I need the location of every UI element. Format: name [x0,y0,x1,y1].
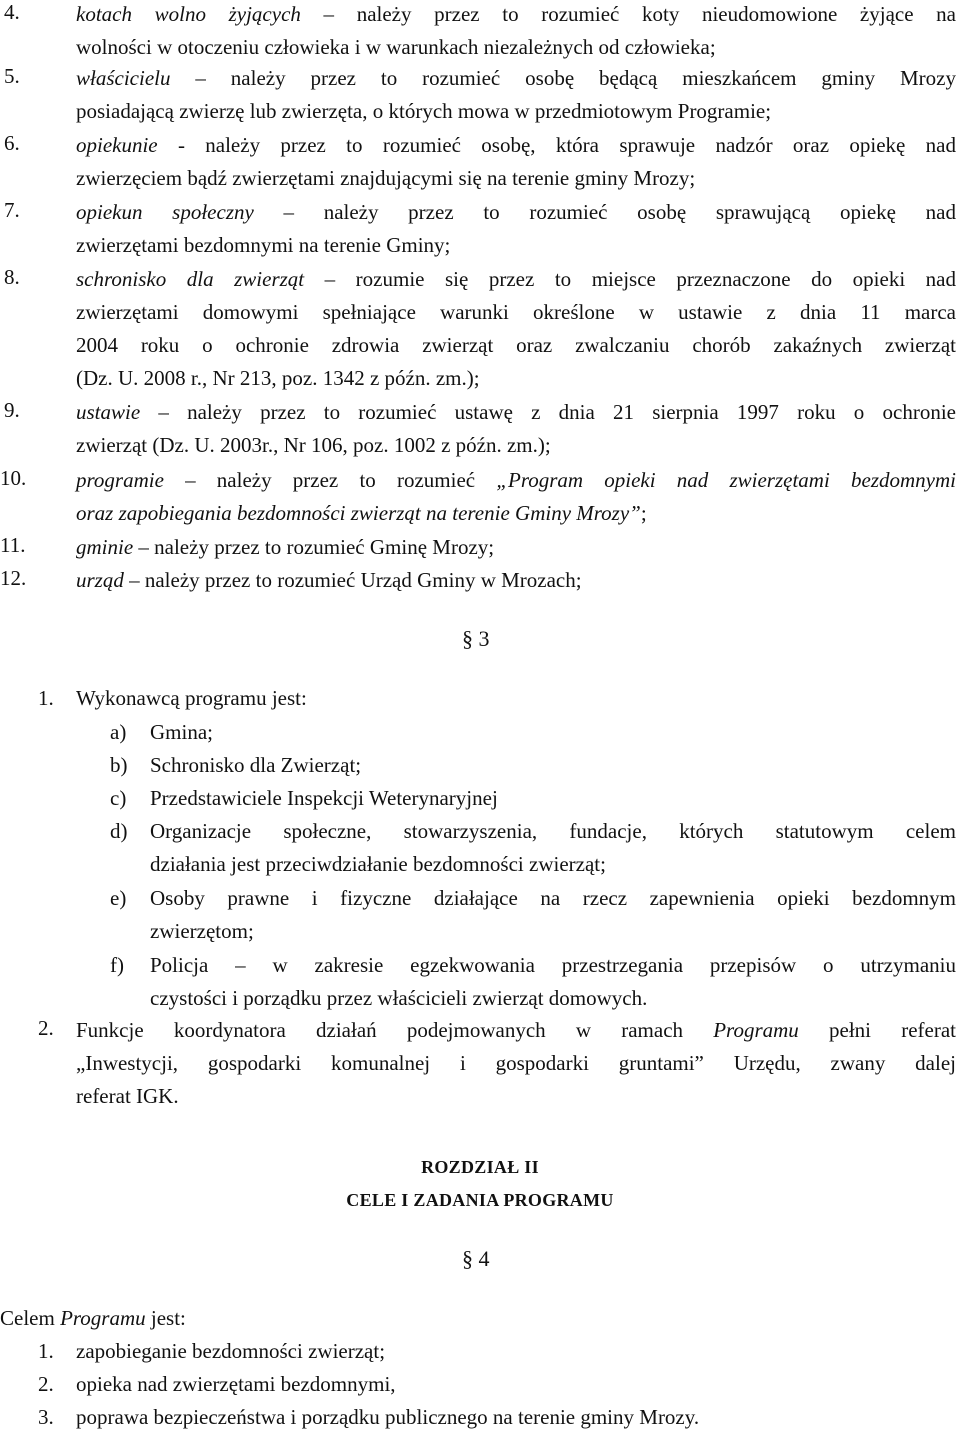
chapter-title: ROZDZIAŁ II [421,1157,539,1177]
definition-text: – należy przez to rozumieć ustawę z dnia 21 sierpnia 1997 roku o ochronie [140,400,956,424]
subitem-label: d) [110,819,128,843]
subitem-text-cont: zwierzętom; [150,919,254,943]
definition-text: – rozumie się przez to miejsce przeznaczone do opieki nad [304,267,957,291]
definition-text-cont: wolności w otoczeniu człowieka i w warunkach niezależnych od człowieka; [76,35,716,59]
program-word: Programu [60,1306,146,1330]
program-word: Programu [713,1018,799,1042]
definition-text-cont: zwierzęciem bądź zwierzętami znajdującymi się na terenie gminy Mrozy; [76,166,696,190]
definition-text: – należy przez to rozumieć [163,468,497,492]
point-text-cont: referat IGK. [76,1084,179,1108]
definition-text-cont: zwierzętami domowymi spełniające warunki określone w ustawie z dnia 11 marca [76,300,956,324]
section-mark-3: § 3 [462,626,490,651]
goal-text: opieka nad zwierzętami bezdomnymi, [76,1372,396,1396]
subitem-text: Gmina; [150,720,213,744]
subitem-text: Policja – w zakresie egzekwowania przestrzegania przepisów o utrzymaniu [150,953,956,977]
definition-text: – należy przez to rozumieć Urząd Gminy w Mrozach; [123,568,582,592]
subitem-text: Osoby prawne i fizyczne działające na rzecz zapewnienia opieki bezdomnym [150,886,956,910]
section-mark-4: § 4 [462,1246,490,1271]
item-number: 7. [4,198,20,222]
intro-text: jest: [145,1306,186,1330]
definition-text-cont: ; [640,501,647,525]
subitem-label: a) [110,720,127,744]
subitem-label: c) [110,786,127,810]
subitem-text-cont: czystości i porządku przez właścicieli zwierząt domowych. [150,986,648,1010]
definition-term: kotach wolno żyjących [76,2,301,26]
definition-text-cont: zwierzętami bezdomnymi na terenie Gminy; [76,233,451,257]
subitem-label: f) [110,953,124,977]
goal-text: poprawa bezpieczeństwa i porządku publicznego na terenie gminy Mrozy. [76,1405,700,1429]
item-number: 1. [38,686,54,710]
subitem-text: Organizacje społeczne, stowarzyszenia, fundacje, których statutowym celem [150,819,956,843]
definition-text: – należy przez to rozumieć koty nieudomowione żyjące na [300,2,957,26]
definition-term: opiekun społeczny [76,200,254,224]
point-text-cont: „Inwestycji, gospodarki komunalnej i gospodarki gruntami” Urzędu, zwany dalej [76,1051,956,1075]
definition-term: urząd [76,568,124,592]
subitem-label: b) [110,753,128,777]
item-number: 6. [4,131,20,155]
definition-term: schronisko dla zwierząt [76,267,305,291]
subitem-text-cont: działania jest przeciwdziałanie bezdomności zwierząt; [150,852,606,876]
definition-text-cont: zwierząt (Dz. U. 2003r., Nr 106, poz. 1002 z późn. zm.); [76,433,551,457]
definition-text: – należy przez to rozumieć osobę sprawującą opiekę nad [253,200,956,224]
program-title: „Program opieki nad zwierzętami bezdomnymi [496,468,956,492]
subitem-text: Schronisko dla Zwierząt; [150,753,362,777]
point-text: pełni referat [798,1018,956,1042]
definition-text: – należy przez to rozumieć osobę będącą mieszkańcem gminy Mrozy [170,66,956,90]
item-number: 10. [0,466,27,490]
item-number: 12. [0,566,27,590]
definition-term: opiekunie [76,133,158,157]
item-number: 2. [38,1016,54,1040]
item-number: 11. [0,533,26,557]
definition-term: właścicielu [76,66,171,90]
definition-term: ustawie [76,400,141,424]
item-number: 4. [4,0,20,24]
item-number: 3. [38,1405,54,1429]
definition-term: programie [76,468,164,492]
section4-intro [0,1306,186,1331]
subitem-label: e) [110,886,127,910]
subitem-text: Przedstawiciele Inspekcji Weterynaryjnej [150,786,498,810]
item-number: 9. [4,398,20,422]
point-text: Funkcje koordynatora działań podejmowanych w ramach [76,1018,714,1042]
definition-text-cont: posiadającą zwierzę lub zwierzęta, o których mowa w przedmiotowym Programie; [76,99,772,123]
item-number: 1. [38,1339,54,1363]
definition-text-cont: (Dz. U. 2008 r., Nr 213, poz. 1342 z późn. zm.); [76,366,480,390]
definition-text: – należy przez to rozumieć Gminę Mrozy; [133,535,495,559]
chapter-subtitle: CELE I ZADANIA PROGRAMU [346,1190,614,1210]
program-title-cont: oraz zapobiegania bezdomności zwierząt na terenie Gminy Mrozy” [76,501,641,525]
definition-term: gminie [76,535,134,559]
item-number: 2. [38,1372,54,1396]
definition-text-cont: 2004 roku o ochronie zdrowia zwierząt oraz zwalczaniu chorób zakaźnych zwierząt [76,333,956,357]
point-text: Wykonawcą programu jest: [76,686,307,710]
definition-text: - należy przez to rozumieć osobę, która sprawuje nadzór oraz opiekę nad [157,133,956,157]
item-number: 8. [4,265,20,289]
item-number: 5. [4,64,20,88]
intro-text: Celem [0,1306,61,1330]
goal-text: zapobieganie bezdomności zwierząt; [76,1339,386,1363]
